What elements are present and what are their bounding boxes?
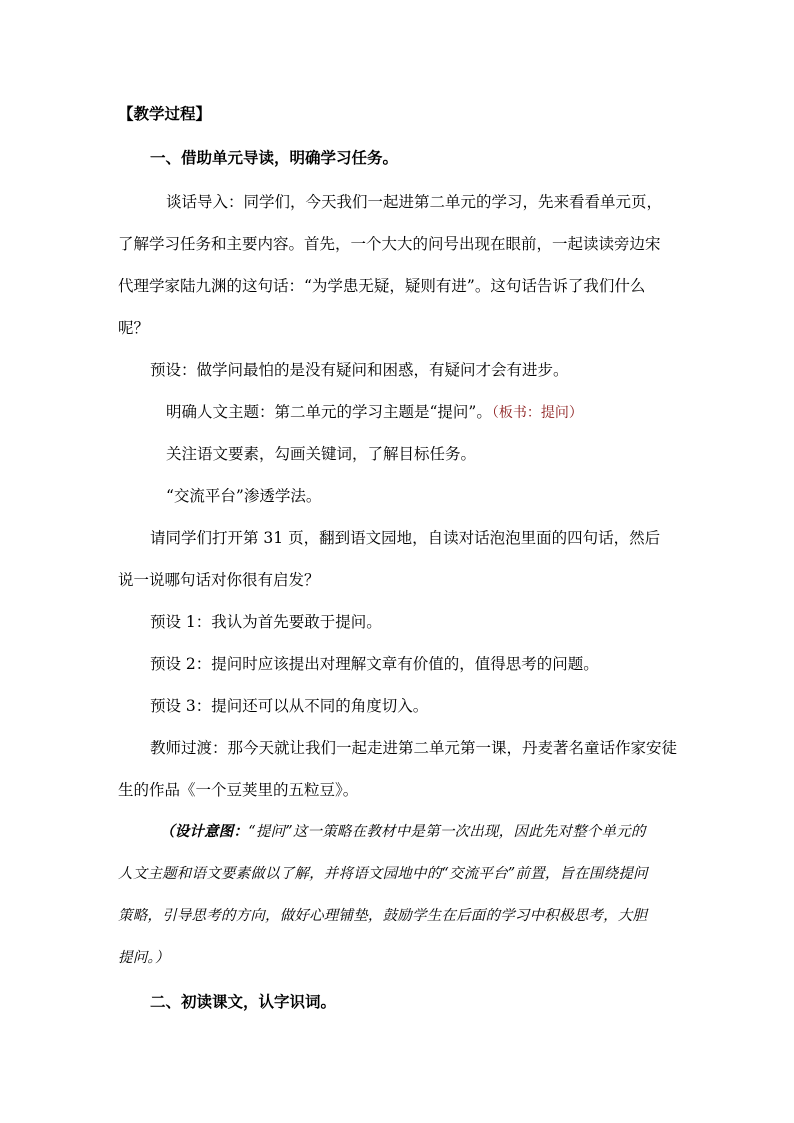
preset-2: 预设 2：提问时应该提出对理解文章有价值的，值得思考的问题。 [150, 655, 599, 673]
heading-2: 二、初读课文，认字识词。 [150, 992, 337, 1011]
preset-1: 预设 1：我认为首先要敢于提问。 [150, 613, 382, 631]
focus-line: 关注语文要素，勾画关键词，了解目标任务。 [166, 445, 477, 463]
design-intent-line [160, 822, 646, 842]
paragraph-line: 代理学家陆九渊的这句话：“为学患无疑，疑则有进”。这句话告诉了我们什么 [118, 277, 646, 295]
section-title: 【教学过程】 [118, 104, 212, 123]
preset-answer: 预设：做学问最怕的是没有疑问和困惑，有疑问才会有进步。 [150, 361, 569, 379]
paragraph-line: 了解学习任务和主要内容。首先，一个大大的问号出现在眼前，一起读读旁边宋 [118, 235, 661, 253]
design-intent-line: 人文主题和语文要素做以了解，并将语文园地中的“交流平台”前置，旨在围绕提问 [118, 866, 648, 882]
design-intent-label: （设计意图： [160, 823, 249, 840]
design-intent-line: 提问。） [118, 950, 170, 966]
platform-line: “交流平台”渗透学法。 [166, 487, 322, 505]
design-intent-text: “提问”这一策略在教材中是第一次出现，因此先对整个单元的 [248, 824, 646, 840]
transition-line: 教师过渡：那今天就让我们一起走进第二单元第一课，丹麦著名童话作家安徒 [150, 739, 678, 757]
preset-3: 预设 3：提问还可以从不同的角度切入。 [150, 697, 429, 715]
paragraph-line: 说一说哪句话对你很有启发？ [118, 571, 320, 589]
paragraph-line: 呢？ [118, 319, 150, 337]
transition-line: 生的作品《一个豆荚里的五粒豆》。 [118, 781, 359, 799]
design-intent-line: 策略，引导思考的方向，做好心理铺垫，鼓励学生在后面的学习中积极思考，大胆 [118, 908, 648, 924]
paragraph-line: 谈话导入：同学们，今天我们一起进第二单元的学习，先来看看单元页， [166, 193, 663, 211]
theme-line [166, 402, 583, 423]
paragraph-line: 请同学们打开第 31 页，翻到语文园地，自读对话泡泡里面的四句话，然后 [150, 529, 661, 547]
theme-text: 明确人文主题：第二单元的学习主题是“提问”。 [166, 403, 492, 421]
board-note: （板书：提问） [491, 405, 583, 421]
heading-1: 一、借助单元导读，明确学习任务。 [150, 148, 399, 167]
